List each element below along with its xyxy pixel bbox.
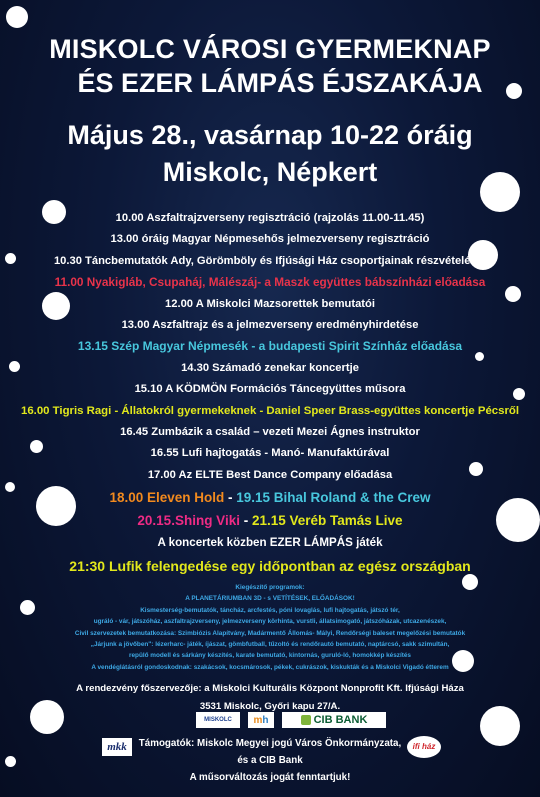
schedule-item: 16.00 Tigris Ragi - Állatokról gyermekeknek - Daniel Speer Brass-együttes koncertje Pécsről xyxy=(20,404,520,417)
supporters-line2: és a CIB Bank xyxy=(237,755,303,766)
extras-line: A vendéglátásról gondoskodnak: szakácsok, kocsmárosok, pékek, cukrászok, kiskukták és a Miskolci Vigadó étterem xyxy=(91,663,449,671)
concert-eleven-hold: 18.00 Eleven Hold xyxy=(109,490,225,506)
ifi-haz-logo: ifi ház xyxy=(407,736,441,758)
cib-bank-logo: CIB BANK xyxy=(282,712,386,728)
extras-line: repülő modell és sárkány készítés, karate bemutató, kintornás, guruló-ló, homokkép készítés xyxy=(129,652,411,660)
schedule-item: 16.55 Lufi hajtogatás - Manó- Manufaktúrával xyxy=(150,447,390,460)
balloon-release: 21:30 Lufik felengedése egy időpontban az egész országban xyxy=(69,558,471,575)
lantern-game-note: A koncertek közben EZER LÁMPÁS játék xyxy=(157,536,383,550)
supporters xyxy=(0,735,540,786)
concert-shing-viki: 20.15.Shing Viki xyxy=(137,513,240,529)
extra-programs xyxy=(0,582,540,673)
extras-line: A PLANETÁRIUMBAN 3D - s VETÍTÉSEK, ELŐADÁSOK! xyxy=(185,595,355,603)
organizer-name: A rendezvény főszervezője: a Miskolci Kulturális Központ Nonprofit Kft. Ifjúsági Háza xyxy=(76,683,464,694)
schedule-item: 15.10 A KÖDMÖN Formációs Táncegyüttes műsora xyxy=(134,383,406,396)
cib-leaf-icon xyxy=(301,715,311,725)
extras-line: ugráló - vár, játszóház, aszfaltrajzverseny, jelmezverseny körhinta, vurstli, állatsimogató, játszóházak, utcazenészek, xyxy=(93,618,447,626)
schedule-item: 14.30 Számadó zenekar koncertje xyxy=(181,361,359,374)
concert-bihal-roland: 19.15 Bihal Roland & the Crew xyxy=(236,490,431,506)
schedule-item: 10.00 Aszfaltrajzverseny regisztráció (rajzolás 11.00-11.45) xyxy=(115,212,425,224)
schedule-item: 11.00 Nyakigláb, Csupaháj, Málészáj- a Maszk együttes bábszínházi előadása xyxy=(54,275,486,290)
concert-separator: - xyxy=(239,513,252,529)
extras-heading: Kiegészítő programok: xyxy=(235,584,305,591)
organizer-address: 3531 Miskolc, Győri kapu 27/A. xyxy=(199,701,341,712)
schedule-item: 17.00 Az ELTE Best Dance Company előadása xyxy=(147,468,393,481)
program-schedule xyxy=(0,208,540,578)
mkk-logo: mkk xyxy=(102,738,132,756)
supporters-line1: Támogatók: Miskolc Megyei jogú Város Önkormányzata, xyxy=(138,738,402,749)
concert-row-2 xyxy=(0,509,540,532)
schedule-item: 13.00 óráig Magyar Népmesehős jelmezverseny regisztráció xyxy=(110,233,430,246)
schedule-item: 13.15 Szép Magyar Népmesék - a budapesti Spirit Színház előadása xyxy=(77,339,463,354)
concert-row-1 xyxy=(0,486,540,509)
concert-separator: - xyxy=(224,490,237,506)
schedule-item: 12.00 A Miskolci Mazsorettek bemutatói xyxy=(165,297,375,310)
extras-line: Civil szervezetek bemutatkozása: Szimbiózis Alapítvány, Madármentő Állomás- Mályi, Rendőrségi baleset megelőzési bemutatók xyxy=(74,629,466,637)
event-place: Miskolc, Népkert xyxy=(162,157,378,187)
poster-title-line1: MISKOLC VÁROSI GYERMEKNAP xyxy=(49,34,491,64)
snow-dot xyxy=(6,6,28,28)
schedule-item: 13.00 Aszfaltrajz és a jelmezverseny eredményhirdetése xyxy=(121,318,419,331)
extras-line: „Járjunk a jövőben": lézerharc- játék, íjászat, gömbfutball, tűzoltó és rendőrautó bemutató, naptárcsó, sakk szimultán, xyxy=(90,640,450,648)
schedule-item: 10.30 Táncbemutatók Ady, Görömböly és Ifjúsági Ház csoportjainak részvételével xyxy=(53,254,487,267)
schedule-item: 16.45 Zumbázik a család – vezeti Mezei Ágnes instruktor xyxy=(120,425,420,438)
extras-line: Kismesterség-bemutatók, táncház, arcfestés, póni lovaglás, lufi hajtogatás, játszó tér, xyxy=(140,606,400,614)
miskolc-logo: MISKOLC xyxy=(196,712,240,728)
program-change-note: A műsorváltozás jogát fenntartjuk! xyxy=(189,772,351,783)
mh-logo-icon: m h xyxy=(248,712,274,728)
poster-title-line2: ÉS EZER LÁMPÁS ÉJSZAKÁJA xyxy=(77,68,483,98)
concert-vereb-tamas: 21.15 Veréb Tamás Live xyxy=(251,513,403,529)
sponsor-logos xyxy=(196,711,386,729)
event-date: Május 28., vasárnap 10-22 óráig xyxy=(67,120,473,150)
